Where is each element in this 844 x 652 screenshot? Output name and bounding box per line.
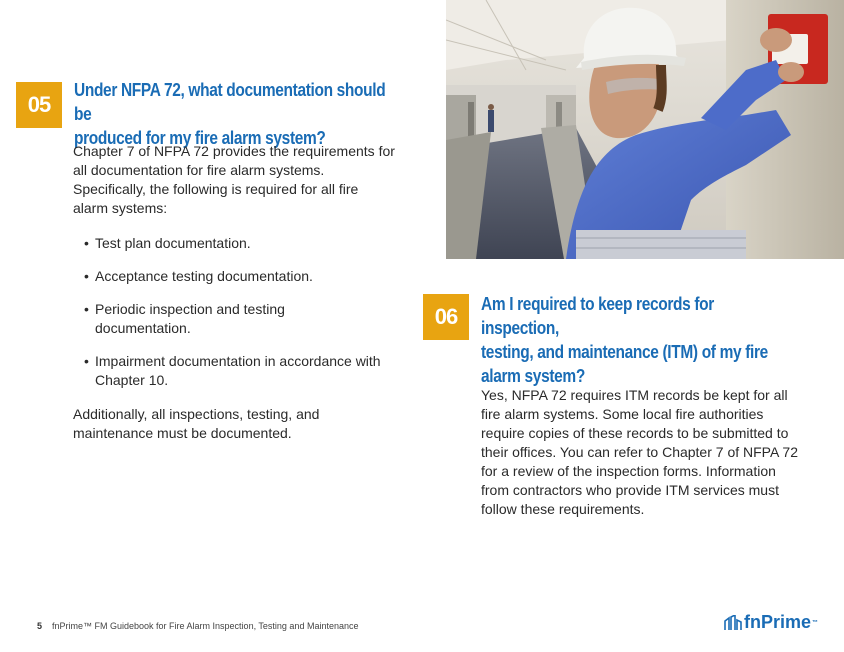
section-title-line: Am I required to keep records for inspection, [481,294,714,338]
list-item-text: Acceptance testing documentation. [95,268,313,284]
fnprime-logo [724,612,818,633]
logo-trademark: ™ [812,619,819,626]
technician-photo [446,0,844,259]
section-title-line: testing, and maintenance (ITM) of my fire [481,342,768,362]
section-closing-paragraph: Additionally, all inspections, testing, and maintenance must be documented. [73,406,320,441]
section-title-line: Under NFPA 72, what documentation should be [74,80,386,124]
section-number-badge: 05 [16,82,62,128]
bullet-icon: • [84,353,89,369]
section-title [74,78,401,150]
list-item-text: Impairment documentation in accordance with Chapter 10. [95,353,381,388]
bullet-icon: • [84,268,89,284]
documentation-bullet-list [73,234,381,404]
list-item [73,267,373,286]
list-item-text: Test plan documentation. [95,235,251,251]
logo-text: fnPrime [744,612,812,632]
section-intro-paragraph: Chapter 7 of NFPA 72 provides the requirements for all documentation for fire alarm systems. Specifically, the following is required for all fire alarm systems: [73,143,395,216]
footer-title: fnPrime™ FM Guidebook for Fire Alarm Inspection, Testing and Maintenance [52,621,359,631]
section-title-line: produced for my fire alarm system? [74,128,326,148]
list-item [73,300,325,338]
section-body-paragraph: Yes, NFPA 72 requires ITM records be kept for all fire alarm systems. Some local fire authorities require copies of these records to be submitted to their offices. You can refer to Chapter 7 of NFPA 72 for a review of the inspection forms. Information from contractors who provide ITM services must follow these requirements. [481,387,799,517]
page-number: 5 [37,621,43,631]
section-number-badge: 06 [423,294,469,340]
bullet-icon: • [84,235,89,251]
building-icon [724,615,742,631]
list-item [73,234,373,253]
bullet-icon: • [84,301,89,317]
list-item [73,352,385,390]
list-item-text: Periodic inspection and testing documentation. [95,301,285,336]
section-title [481,292,791,388]
section-title-line: alarm system? [481,366,585,386]
